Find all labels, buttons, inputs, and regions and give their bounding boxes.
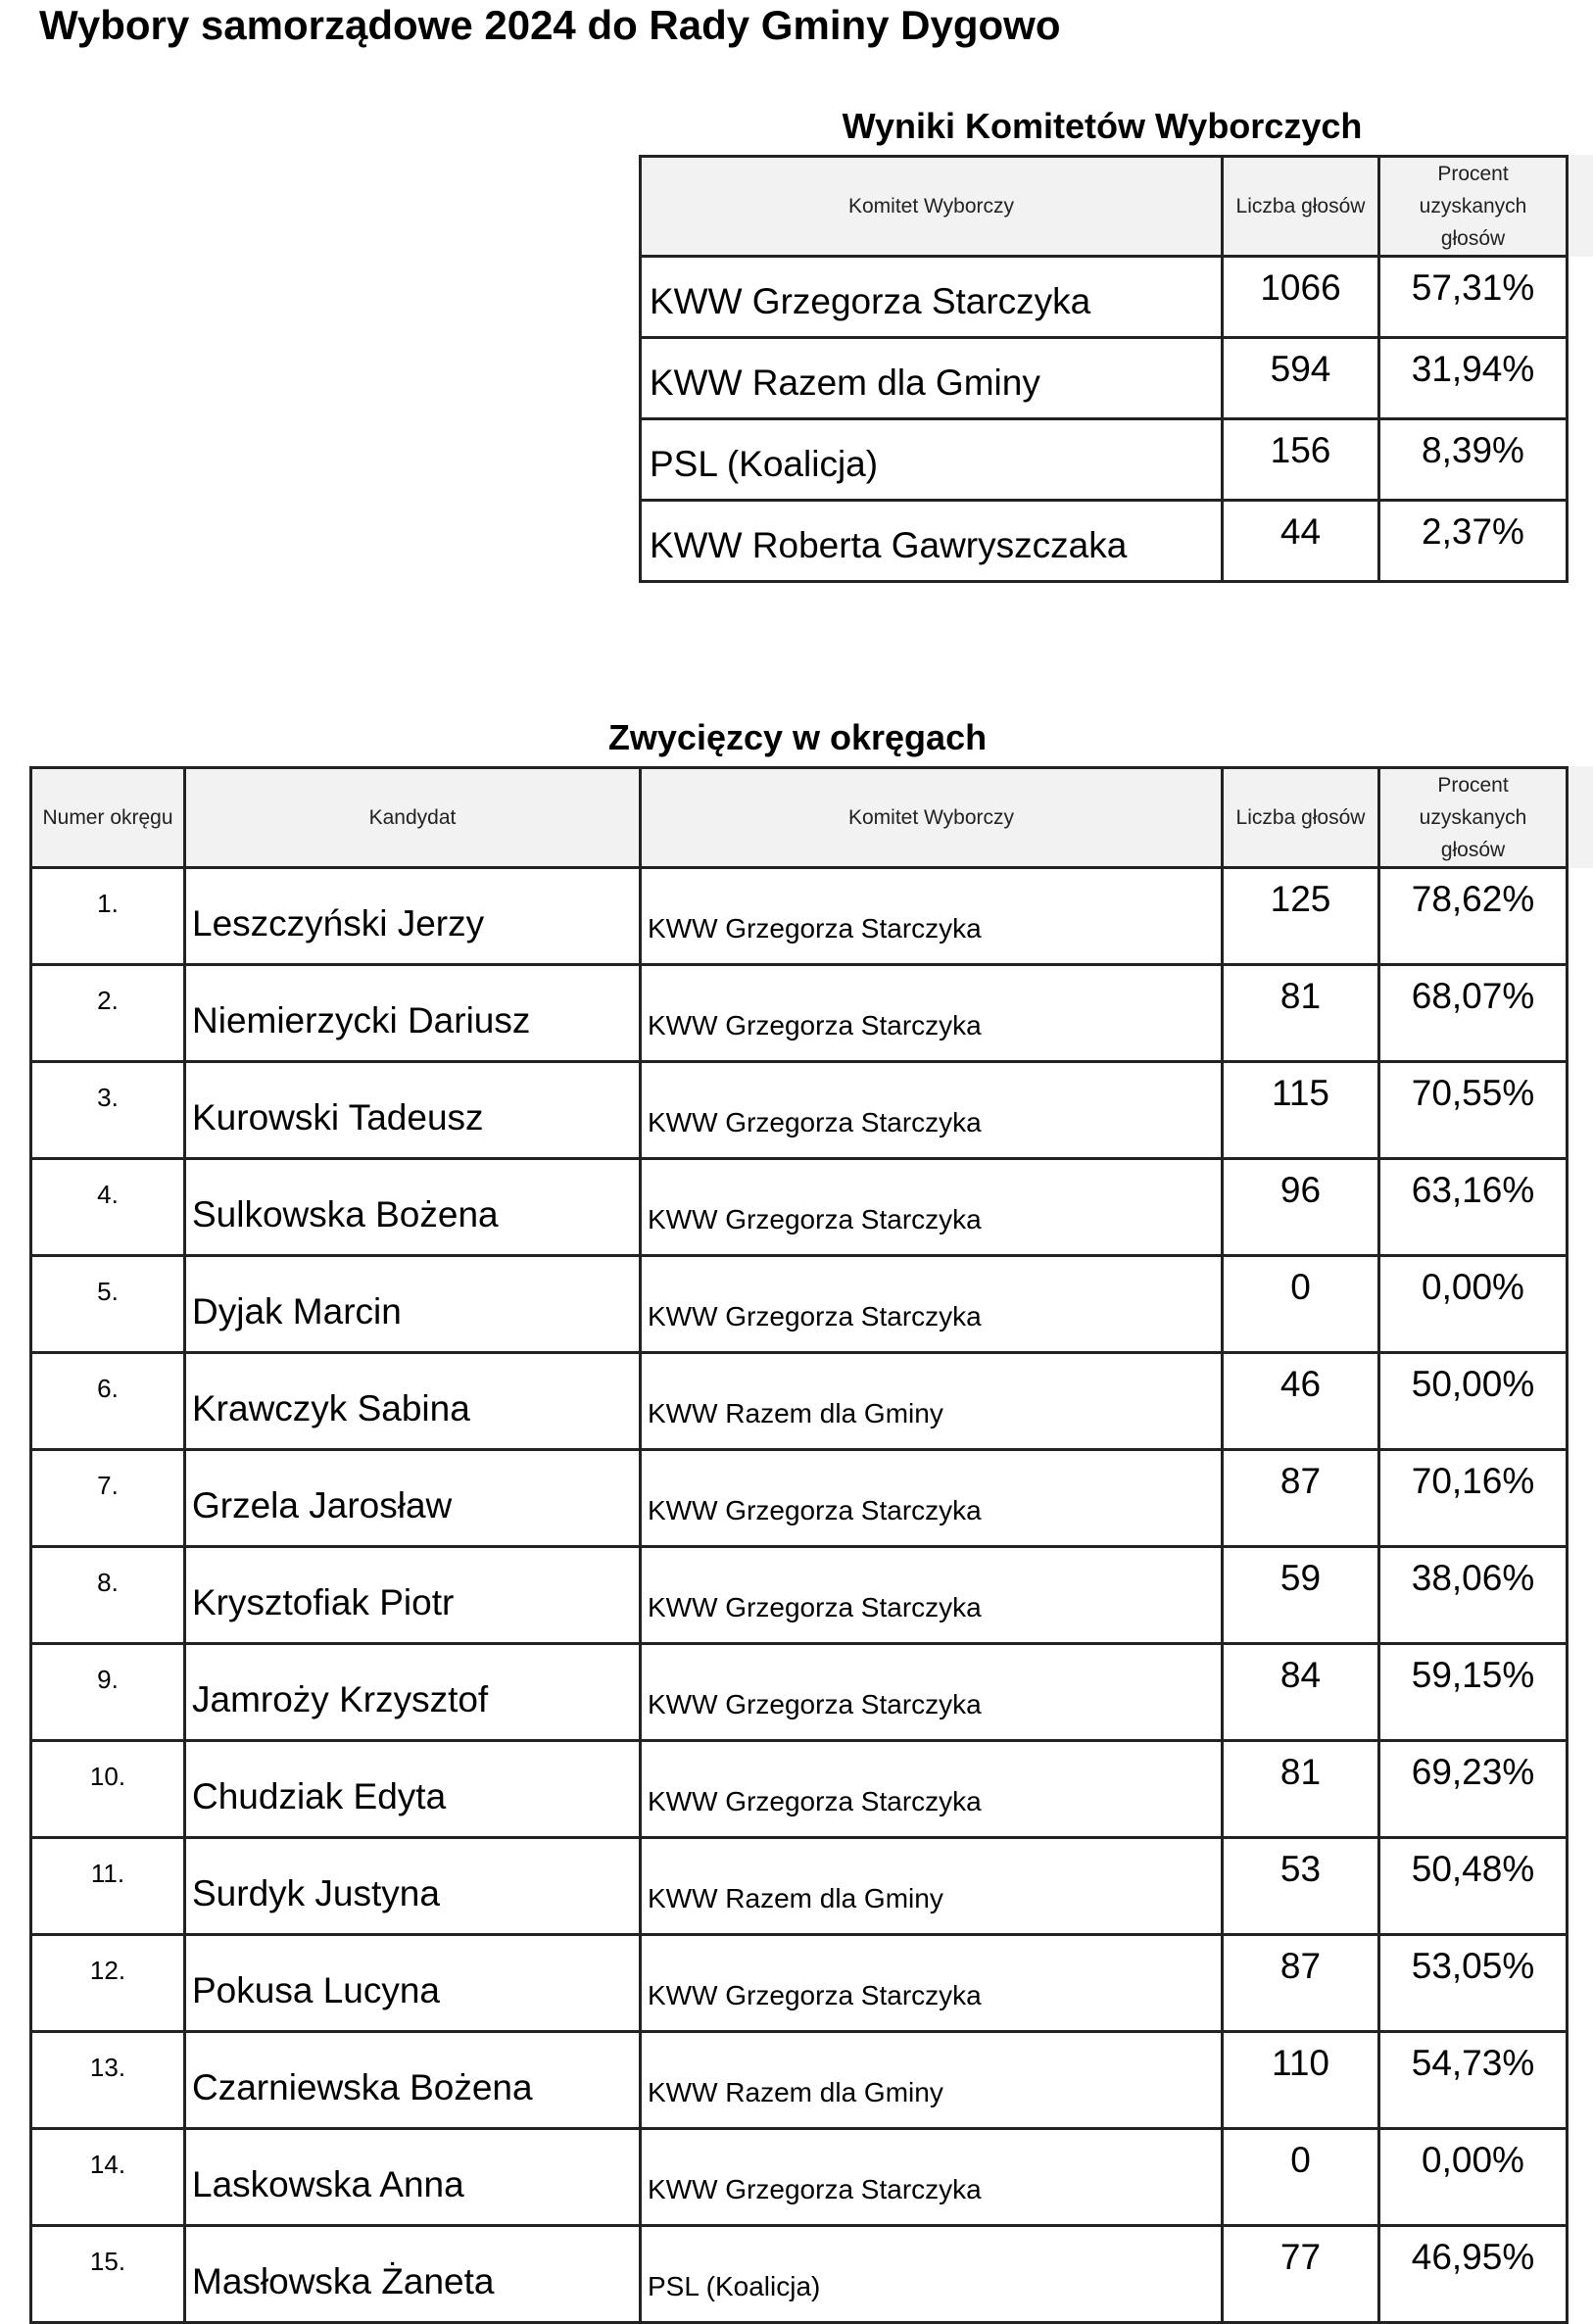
district-number: 12.: [31, 1935, 185, 2032]
vote-percent: 69,23%: [1379, 1741, 1568, 1838]
vote-percent: 50,00%: [1379, 1353, 1568, 1450]
vote-percent: 8,39%: [1379, 419, 1568, 501]
district-number: 8.: [31, 1547, 185, 1644]
percent-column-header: Procent uzyskanych głosów: [1379, 768, 1568, 868]
vote-count: 110: [1223, 2032, 1379, 2129]
table-row: [31, 1353, 1568, 1450]
vote-percent: 38,06%: [1379, 1547, 1568, 1644]
committee-name: KWW Grzegorza Starczyka: [641, 1547, 1223, 1644]
candidate-name: Jamroży Krzysztof: [185, 1644, 641, 1741]
vote-percent: 63,16%: [1379, 1159, 1568, 1256]
vote-percent: 70,55%: [1379, 1062, 1568, 1159]
table-row: [31, 1450, 1568, 1547]
candidate-name: Sulkowska Bożena: [185, 1159, 641, 1256]
vote-percent: 78,62%: [1379, 868, 1568, 965]
candidate-name: Kurowski Tadeusz: [185, 1062, 641, 1159]
district-number: 5.: [31, 1256, 185, 1353]
district-number: 6.: [31, 1353, 185, 1450]
committee-name: KWW Razem dla Gminy: [641, 2032, 1223, 2129]
candidate-column-header: Kandydat: [185, 768, 641, 868]
committee-name: KWW Grzegorza Starczyka: [641, 1062, 1223, 1159]
table-header-row: [641, 157, 1568, 257]
vote-count: 59: [1223, 1547, 1379, 1644]
district-number: 1.: [31, 868, 185, 965]
committee-column-header: Komitet Wyborczy: [641, 768, 1223, 868]
candidate-name: Czarniewska Bożena: [185, 2032, 641, 2129]
vote-percent: 2,37%: [1379, 501, 1568, 582]
table-row: [31, 1159, 1568, 1256]
committee-name: KWW Razem dla Gminy: [641, 1353, 1223, 1450]
district-number: 10.: [31, 1741, 185, 1838]
votes-column-header: Liczba głosów: [1223, 157, 1379, 257]
committee-name: KWW Roberta Gawryszczaka: [641, 501, 1223, 582]
candidate-name: Krysztofiak Piotr: [185, 1547, 641, 1644]
candidate-name: Pokusa Lucyna: [185, 1935, 641, 2032]
table-row: [31, 1256, 1568, 1353]
committee-results-title: Wyniki Komitetów Wyborczych: [842, 106, 1363, 146]
vote-count: 87: [1223, 1450, 1379, 1547]
table-row: [31, 868, 1568, 965]
vote-percent: 0,00%: [1379, 2129, 1568, 2226]
table-row: [641, 501, 1568, 582]
district-number: 11.: [31, 1838, 185, 1935]
vote-count: 0: [1223, 1256, 1379, 1353]
vote-count: 53: [1223, 1838, 1379, 1935]
vote-count: 0: [1223, 2129, 1379, 2226]
district-number: 13.: [31, 2032, 185, 2129]
table-row: [31, 2032, 1568, 2129]
candidate-name: Leszczyński Jerzy: [185, 868, 641, 965]
table-row: [31, 2129, 1568, 2226]
vote-percent: 31,94%: [1379, 338, 1568, 419]
candidate-name: Niemierzycki Dariusz: [185, 965, 641, 1062]
page-title: Wybory samorządowe 2024 do Rady Gminy Dygowo: [39, 2, 1061, 48]
vote-count: 84: [1223, 1644, 1379, 1741]
candidate-name: Chudziak Edyta: [185, 1741, 641, 1838]
committee-name: KWW Razem dla Gminy: [641, 1838, 1223, 1935]
vote-percent: 70,16%: [1379, 1450, 1568, 1547]
committee-name: KWW Grzegorza Starczyka: [641, 257, 1223, 338]
committee-name: PSL (Koalicja): [641, 419, 1223, 501]
table-header-row: [31, 768, 1568, 868]
candidate-name: Dyjak Marcin: [185, 1256, 641, 1353]
committee-name: KWW Grzegorza Starczyka: [641, 1644, 1223, 1741]
committee-name: KWW Grzegorza Starczyka: [641, 868, 1223, 965]
vote-count: 46: [1223, 1353, 1379, 1450]
header-side-strip: [1566, 155, 1593, 257]
vote-count: 81: [1223, 1741, 1379, 1838]
vote-percent: 57,31%: [1379, 257, 1568, 338]
vote-percent: 53,05%: [1379, 1935, 1568, 2032]
committee-column-header: Komitet Wyborczy: [641, 157, 1223, 257]
table-row: [31, 1644, 1568, 1741]
table-row: [641, 338, 1568, 419]
committee-name: KWW Grzegorza Starczyka: [641, 1256, 1223, 1353]
vote-percent: 59,15%: [1379, 1644, 1568, 1741]
committee-name: PSL (Koalicja): [641, 2226, 1223, 2323]
vote-count: 87: [1223, 1935, 1379, 2032]
vote-percent: 0,00%: [1379, 1256, 1568, 1353]
table-row: [31, 965, 1568, 1062]
committee-name: KWW Razem dla Gminy: [641, 338, 1223, 419]
vote-percent: 46,95%: [1379, 2226, 1568, 2323]
district-number: 4.: [31, 1159, 185, 1256]
vote-count: 594: [1223, 338, 1379, 419]
district-number: 3.: [31, 1062, 185, 1159]
candidate-name: Masłowska Żaneta: [185, 2226, 641, 2323]
committee-name: KWW Grzegorza Starczyka: [641, 1450, 1223, 1547]
percent-column-header: Procent uzyskanych głosów: [1379, 157, 1568, 257]
votes-column-header: Liczba głosów: [1223, 768, 1379, 868]
vote-count: 96: [1223, 1159, 1379, 1256]
header-side-strip: [1566, 766, 1593, 868]
committee-name: KWW Grzegorza Starczyka: [641, 2129, 1223, 2226]
vote-count: 1066: [1223, 257, 1379, 338]
district-column-header: Numer okręgu: [31, 768, 185, 868]
district-number: 14.: [31, 2129, 185, 2226]
committee-name: KWW Grzegorza Starczyka: [641, 1159, 1223, 1256]
vote-percent: 68,07%: [1379, 965, 1568, 1062]
candidate-name: Laskowska Anna: [185, 2129, 641, 2226]
candidate-name: Surdyk Justyna: [185, 1838, 641, 1935]
vote-count: 44: [1223, 501, 1379, 582]
district-number: 2.: [31, 965, 185, 1062]
table-row: [31, 1062, 1568, 1159]
vote-percent: 54,73%: [1379, 2032, 1568, 2129]
district-number: 15.: [31, 2226, 185, 2323]
district-winners-table: [29, 766, 1569, 2324]
table-row: [31, 1935, 1568, 2032]
candidate-name: Krawczyk Sabina: [185, 1353, 641, 1450]
vote-count: 115: [1223, 1062, 1379, 1159]
district-number: 9.: [31, 1644, 185, 1741]
vote-percent: 50,48%: [1379, 1838, 1568, 1935]
committee-results-table: [639, 155, 1569, 583]
committee-name: KWW Grzegorza Starczyka: [641, 1741, 1223, 1838]
committee-name: KWW Grzegorza Starczyka: [641, 965, 1223, 1062]
table-row: [31, 1741, 1568, 1838]
committee-name: KWW Grzegorza Starczyka: [641, 1935, 1223, 2032]
table-row: [31, 1838, 1568, 1935]
vote-count: 156: [1223, 419, 1379, 501]
vote-count: 77: [1223, 2226, 1379, 2323]
table-row: [641, 419, 1568, 501]
table-row: [31, 2226, 1568, 2323]
table-row: [31, 1547, 1568, 1644]
vote-count: 81: [1223, 965, 1379, 1062]
table-row: [641, 257, 1568, 338]
candidate-name: Grzela Jarosław: [185, 1450, 641, 1547]
vote-count: 125: [1223, 868, 1379, 965]
district-winners-title: Zwycięzcy w okręgach: [607, 717, 988, 757]
district-number: 7.: [31, 1450, 185, 1547]
